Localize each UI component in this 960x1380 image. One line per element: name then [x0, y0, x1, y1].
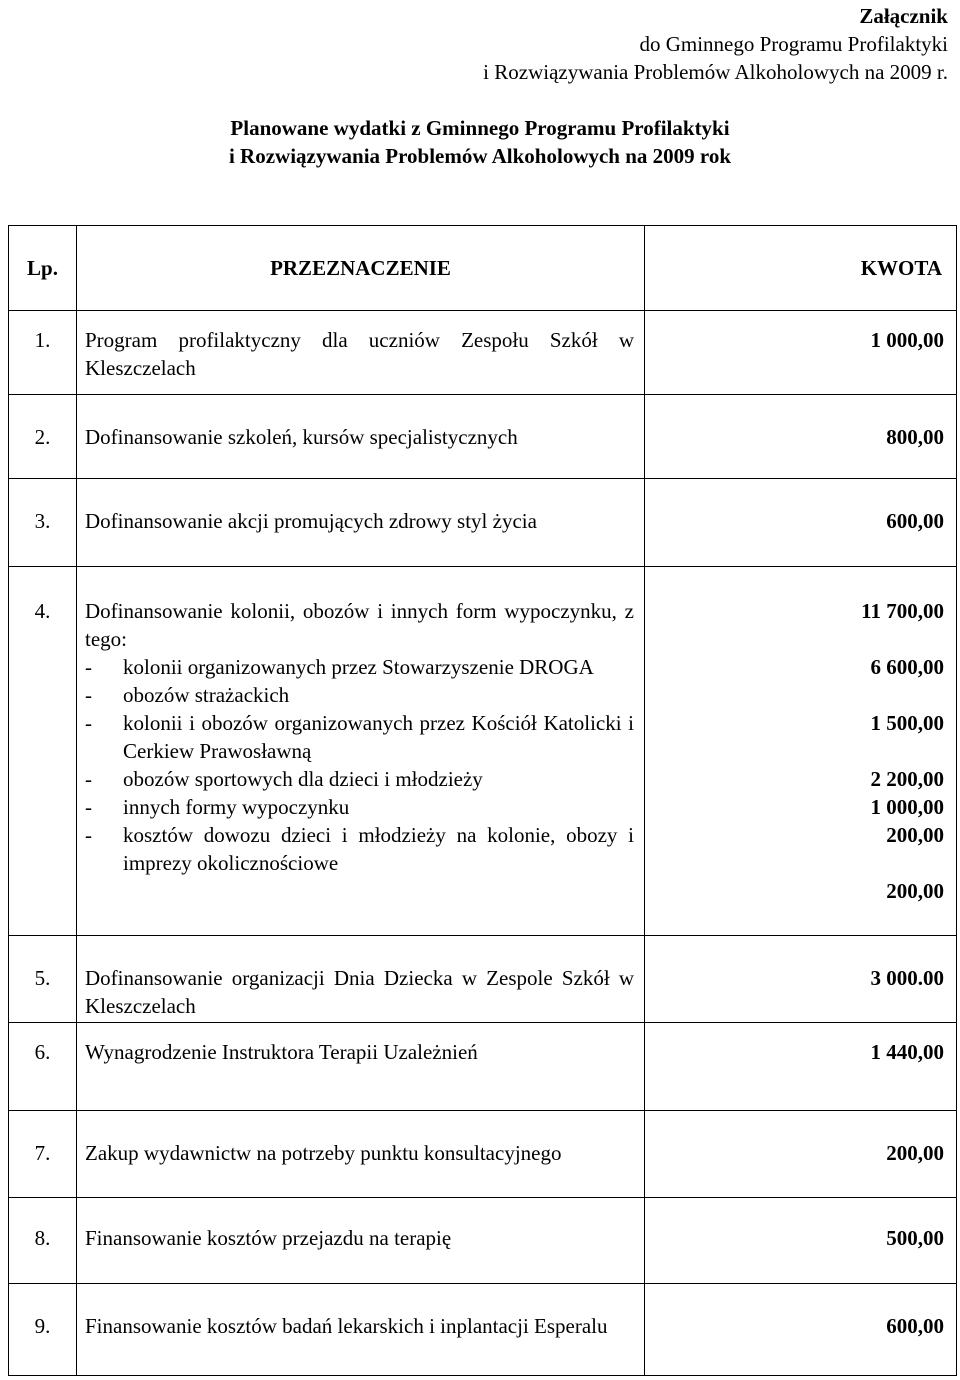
row-description-group: [77, 567, 645, 936]
row-description: Zakup wydawnictw na potrzeby punktu konsultacyjnego: [77, 1111, 645, 1198]
subitem: - obozów strażackich: [85, 683, 290, 707]
table-row: [9, 567, 957, 936]
row-amount-group: [645, 567, 957, 936]
subitem-text: obozów sportowych dla dzieci i młodzieży: [123, 767, 483, 791]
annex-line-2: i Rozwiązywania Problemów Alkoholowych na 2009 r.: [483, 60, 948, 84]
subitem: - kolonii i obozów organizowanych przez Kościół Katolicki i Cerkiew Prawosławną: [85, 711, 634, 763]
row-amount: 600,00: [645, 1284, 957, 1376]
title-line-2: i Rozwiązywania Problemów Alkoholowych na 2009 rok: [228, 144, 732, 168]
table-row: [9, 1198, 957, 1284]
subitem-text: innych formy wypoczynku: [123, 795, 350, 819]
subitem: - obozów sportowych dla dzieci i młodzieży: [85, 767, 483, 791]
subitem: - kolonii organizowanych przez Stowarzyszenie DROGA: [85, 655, 594, 679]
annex-line-1: do Gminnego Programu Profilaktyki: [639, 32, 948, 56]
row-description: Wynagrodzenie Instruktora Terapii Uzależnień: [77, 1023, 645, 1111]
row-amount: 500,00: [645, 1198, 957, 1284]
row-number: 7.: [9, 1111, 77, 1198]
row-description: Program profilaktyczny dla uczniów Zespołu Szkół w Kleszczelach: [77, 311, 645, 395]
row-description: Dofinansowanie akcji promujących zdrowy styl życia: [77, 479, 645, 567]
subitem-text: kolonii i obozów organizowanych przez Kościół Katolicki i Cerkiew Prawosławną: [123, 711, 634, 763]
subitem-amount: 6 600,00: [870, 655, 944, 679]
row-number: 3.: [9, 479, 77, 567]
row-description: Dofinansowanie kolonii, obozów i innych form wypoczynku, z tego:: [85, 599, 634, 651]
row-amount: 1 000,00: [645, 311, 957, 395]
table-row: [9, 1023, 957, 1111]
row-amount: 800,00: [645, 395, 957, 479]
row-description: Dofinansowanie szkoleń, kursów specjalistycznych: [77, 395, 645, 479]
subitem-text: kosztów dowozu dzieci i młodzieży na kolonie, obozy i imprezy okolicznościowe: [123, 823, 634, 875]
table-row: [9, 311, 957, 395]
table-row: [9, 936, 957, 1023]
row-number: 4.: [9, 567, 77, 936]
expenses-table: [8, 225, 957, 1376]
row-amount: 600,00: [645, 479, 957, 567]
row-amount: 1 440,00: [645, 1023, 957, 1111]
table-header-row: [9, 226, 957, 311]
subitem-amount: 200,00: [886, 879, 944, 903]
row-amount: 3 000.00: [645, 936, 957, 1023]
annex-header: [483, 2, 948, 86]
subitem-amount: 2 200,00: [870, 767, 944, 791]
column-header-purpose: PRZEZNACZENIE: [77, 226, 645, 311]
row-number: 8.: [9, 1198, 77, 1284]
annex-label: Załącznik: [859, 4, 948, 28]
document-title: [0, 114, 960, 170]
row-number: 6.: [9, 1023, 77, 1111]
table-row: [9, 395, 957, 479]
subitem: - kosztów dowozu dzieci i młodzieży na kolonie, obozy i imprezy okolicznościowe: [85, 823, 634, 875]
subitem-amount: 1 500,00: [870, 711, 944, 735]
row-amount: 200,00: [645, 1111, 957, 1198]
subitem: - innych formy wypoczynku: [85, 795, 350, 819]
row-number: 1.: [9, 311, 77, 395]
title-line-1: Planowane wydatki z Gminnego Programu Profilaktyki: [230, 116, 730, 140]
row-description: Dofinansowanie organizacji Dnia Dziecka w Zespole Szkół w Kleszczelach: [77, 936, 645, 1023]
subitem-amount: 200,00: [886, 823, 944, 847]
row-number: 5.: [9, 936, 77, 1023]
subitem-text: kolonii organizowanych przez Stowarzyszenie DROGA: [123, 655, 594, 679]
row-amount: 11 700,00: [861, 599, 944, 623]
column-header-amount: KWOTA: [645, 226, 957, 311]
row-number: 9.: [9, 1284, 77, 1376]
subitem-amount: 1 000,00: [870, 795, 944, 819]
row-description: Finansowanie kosztów przejazdu na terapię: [77, 1198, 645, 1284]
row-description: Finansowanie kosztów badań lekarskich i inplantacji Esperalu: [77, 1284, 645, 1376]
table-row: [9, 479, 957, 567]
column-header-lp: Lp.: [9, 226, 77, 311]
subitem-text: obozów strażackich: [123, 683, 290, 707]
table-row: [9, 1284, 957, 1376]
row-number: 2.: [9, 395, 77, 479]
table-row: [9, 1111, 957, 1198]
